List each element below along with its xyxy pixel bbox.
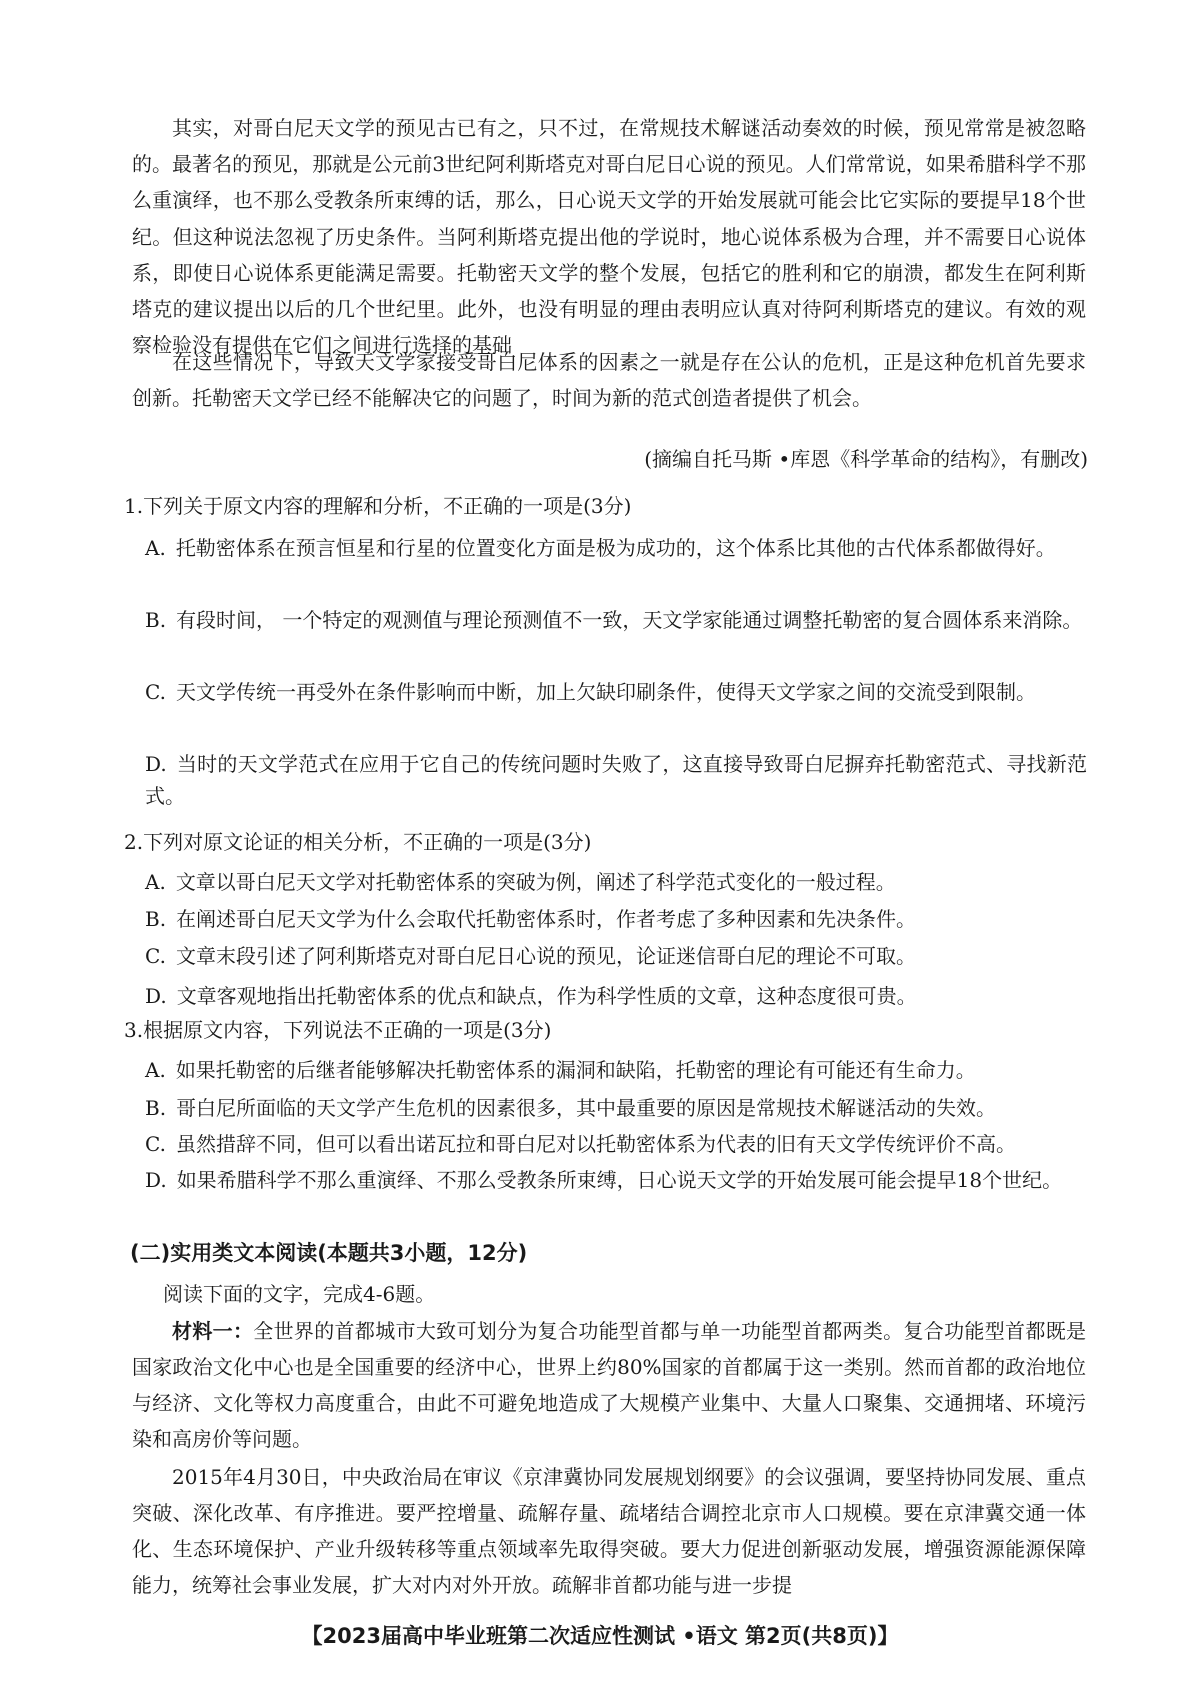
- question-option: [145, 1128, 1087, 1160]
- option-tag: B.: [145, 1096, 167, 1120]
- option-text: 文章以哥白尼天文学对托勒密体系的突破为例，阐述了科学范式变化的一般过程。: [175, 870, 896, 894]
- question-option: [145, 604, 1087, 636]
- question-stem: 1.下列关于原文内容的理解和分析，不正确的一项是(3分): [124, 494, 632, 518]
- question-option: [145, 676, 1087, 708]
- option-text: 有段时间， 一个特定的观测值与理论预测值不一致，天文学家能通过调整托勒密的复合圆体系来消除。: [176, 608, 1083, 632]
- option-tag: C.: [145, 1132, 166, 1156]
- material-paragraph: [132, 1313, 1086, 1457]
- option-tag: B.: [145, 608, 167, 632]
- material-text: 全世界的首都城市大致可划分为复合功能型首都与单一功能型首都两类。复合功能型首都既是国家政治文化中心也是全国重要的经济中心，世界上约80%国家的首都属于这一类别。然而首都的政治地位与经济、文化等权力高度重合，由此不可避免地造成了大规模产业集中、大量人口聚集、交通拥堵、环境污染和高房价等问题。: [132, 1319, 1087, 1451]
- option-tag: D.: [145, 752, 167, 776]
- question-option: [145, 1164, 1087, 1196]
- question-stem: 2.下列对原文论证的相关分析，不正确的一项是(3分): [124, 830, 592, 854]
- question-option: [145, 532, 1087, 564]
- passage-paragraph: 其实，对哥白尼天文学的预见古已有之，只不过，在常规技术解谜活动奏效的时候，预见常常是被忽略的。最著名的预见，那就是公元前3世纪阿利斯塔克对哥白尼日心说的预见。人们常常说，如果希腊科学不那么重演绎，也不那么受教条所束缚的话，那么，日心说天文学的开始发展就可能会比它实际的要提早18个世纪。但这种说法忽视了历史条件。当阿利斯塔克提出他的学说时，地心说体系极为合理，并不需要日心说体系，即使日心说体系更能满足需要。托勒密天文学的整个发展，包括它的胜利和它的崩溃，都发生在阿利斯塔克的建议提出以后的几个世纪里。此外，也没有明显的理由表明应认真对待阿利斯塔克的建议。有效的观察检验没有提供在它们之间进行选择的基础: [132, 116, 1086, 358]
- option-tag: A.: [145, 1058, 166, 1082]
- section-heading: (二)实用类文本阅读(本题共3小题，12分): [130, 1241, 528, 1265]
- option-tag: B.: [145, 907, 167, 931]
- option-text: 如果希腊科学不那么重演绎、不那么受教条所束缚，日心说天文学的开始发展可能会提早18个世纪。: [176, 1168, 1063, 1192]
- option-text: 文章末段引述了阿利斯塔克对哥白尼日心说的预见，论证迷信哥白尼的理论不可取。: [175, 944, 916, 968]
- option-text: 虽然措辞不同，但可以看出诺瓦拉和哥白尼对以托勒密体系为代表的旧有天文学传统评价不高。: [175, 1132, 1016, 1156]
- page-footer: 【2023届高中毕业班第二次适应性测试 •语文 第2页(共8页)】: [301, 1624, 899, 1648]
- option-tag: C.: [145, 680, 166, 704]
- question-option: [145, 940, 1087, 972]
- question-option: [145, 1054, 1087, 1086]
- material-paragraph: 2015年4月30日，中央政治局在审议《京津冀协同发展规划纲要》的会议强调，要坚持协同发展、重点突破、深化改革、有序推进。要严控增量、疏解存量、疏堵结合调控北京市人口规模。要在京津冀交通一体化、生态环境保护、产业升级转移等重点领域率先取得突破。要大力促进创新驱动发展，增强资源能源保障能力，统筹社会事业发展，扩大对内对外开放。疏解非首都功能与进一步提: [132, 1465, 1086, 1597]
- question-option: [145, 980, 1087, 1012]
- question-option: [145, 748, 1087, 812]
- option-tag: A.: [145, 870, 166, 894]
- material-label: 材料一：: [172, 1319, 254, 1343]
- question-option: [145, 903, 1087, 935]
- question-stem: 3.根据原文内容，下列说法不正确的一项是(3分): [124, 1018, 552, 1042]
- option-text: 在阐述哥白尼天文学为什么会取代托勒密体系时，作者考虑了多种因素和先决条件。: [176, 907, 917, 931]
- option-text: 当时的天文学范式在应用于它自己的传统问题时失败了，这直接导致哥白尼摒弃托勒密范式、寻找新范式。: [145, 752, 1087, 808]
- option-text: 天文学传统一再受外在条件影响而中断，加上欠缺印刷条件，使得天文学家之间的交流受到限制。: [175, 680, 1036, 704]
- option-tag: D.: [145, 1168, 167, 1192]
- option-tag: A.: [145, 536, 166, 560]
- source-credit: (摘编自托马斯 •库恩《科学革命的结构》，有删改): [644, 447, 1088, 471]
- option-text: 如果托勒密的后继者能够解决托勒密体系的漏洞和缺陷，托勒密的理论有可能还有生命力。: [175, 1058, 976, 1082]
- question-option: [145, 866, 1087, 898]
- option-text: 托勒密体系在预言恒星和行星的位置变化方面是极为成功的，这个体系比其他的古代体系都做得好。: [175, 536, 1056, 560]
- option-text: 文章客观地指出托勒密体系的优点和缺点，作为科学性质的文章，这种态度很可贵。: [176, 984, 917, 1008]
- option-text: 哥白尼所面临的天文学产生危机的因素很多，其中最重要的原因是常规技术解谜活动的失效。: [176, 1096, 997, 1120]
- option-tag: C.: [145, 944, 166, 968]
- section-instruction: 阅读下面的文字，完成4-6题。: [163, 1282, 436, 1306]
- question-option: [145, 1092, 1087, 1124]
- option-tag: D.: [145, 984, 167, 1008]
- passage-paragraph: 在这些情况下，导致天文学家接受哥白尼体系的因素之一就是存在公认的危机，正是这种危机首先要求创新。托勒密天文学已经不能解决它的问题了，时间为新的范式创造者提供了机会。: [132, 350, 1086, 411]
